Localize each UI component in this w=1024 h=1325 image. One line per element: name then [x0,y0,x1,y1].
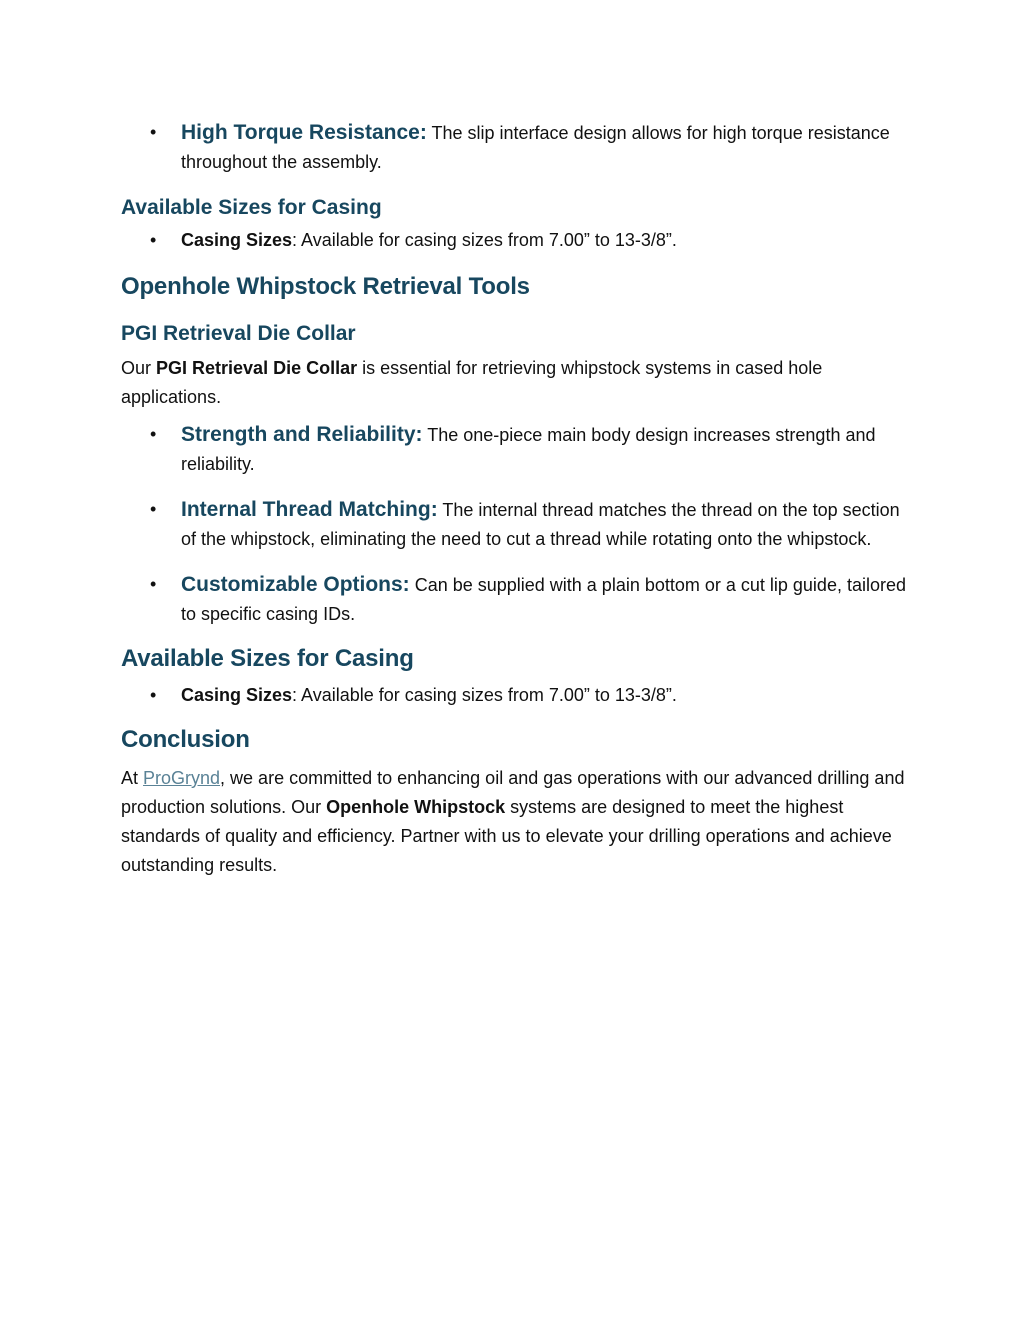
die-collar-feature-list [121,420,911,629]
feature-text: Can be supplied with a plain bottom or a cut lip guide, tailored to specific casing IDs. [181,575,906,624]
progrynd-link[interactable]: ProGrynd [143,768,221,788]
list-item [121,420,911,479]
feature-lead: Customizable Options: [181,573,410,596]
conclusion-text: , we are committed to enhancing oil and gas operations with our advanced drilling and production solutions. Our [121,768,905,817]
feature-text: The internal thread matches the thread on the top section of the whipstock, eliminating the need to cut a thread while rotating onto the whipstock. [181,500,900,549]
feature-lead: Strength and Reliability: [181,423,423,446]
list-item [121,118,911,177]
die-collar-intro [121,354,911,412]
intro-bold: PGI Retrieval Die Collar [156,358,358,378]
feature-lead: Internal Thread Matching: [181,498,438,521]
feature-text: The one-piece main body design increases strength and reliability. [181,425,876,474]
list-item [121,681,911,710]
intro-text: is essential for retrieving whipstock systems in cased hole applications. [121,358,823,407]
bullet-text: : Available for casing sizes from 7.00” to 13-3/8”. [292,230,677,250]
bullet-label: Casing Sizes [181,685,293,705]
list-item [121,495,911,554]
conclusion-text: systems are designed to meet the highest standards of quality and efficiency. Partner with us to elevate your drilling operations and achieve outstanding results. [121,797,892,875]
section-heading-retrieval-tools: Openhole Whipstock Retrieval Tools [121,273,530,300]
section-heading-sizes: Available Sizes for Casing [121,645,414,672]
list-item [121,570,911,629]
conclusion-paragraph [121,764,911,880]
subsection-heading-die-collar: PGI Retrieval Die Collar [121,322,356,345]
conclusion-bold: Openhole Whipstock [326,797,506,817]
feature-lead: High Torque Resistance: [181,121,427,144]
document-page [121,118,911,880]
section-heading-sizes: Available Sizes for Casing [121,196,382,219]
section-heading-conclusion: Conclusion [121,726,250,753]
conclusion-text: At [121,768,144,788]
top-feature-list [121,118,911,177]
list-item [121,226,911,255]
bullet-text: : Available for casing sizes from 7.00” to 13-3/8”. [292,685,677,705]
sizes-list [121,226,911,255]
feature-text: The slip interface design allows for high torque resistance throughout the assembly. [181,123,890,172]
sizes-list [121,681,911,710]
intro-text: Our [121,358,157,378]
bullet-label: Casing Sizes [181,230,293,250]
